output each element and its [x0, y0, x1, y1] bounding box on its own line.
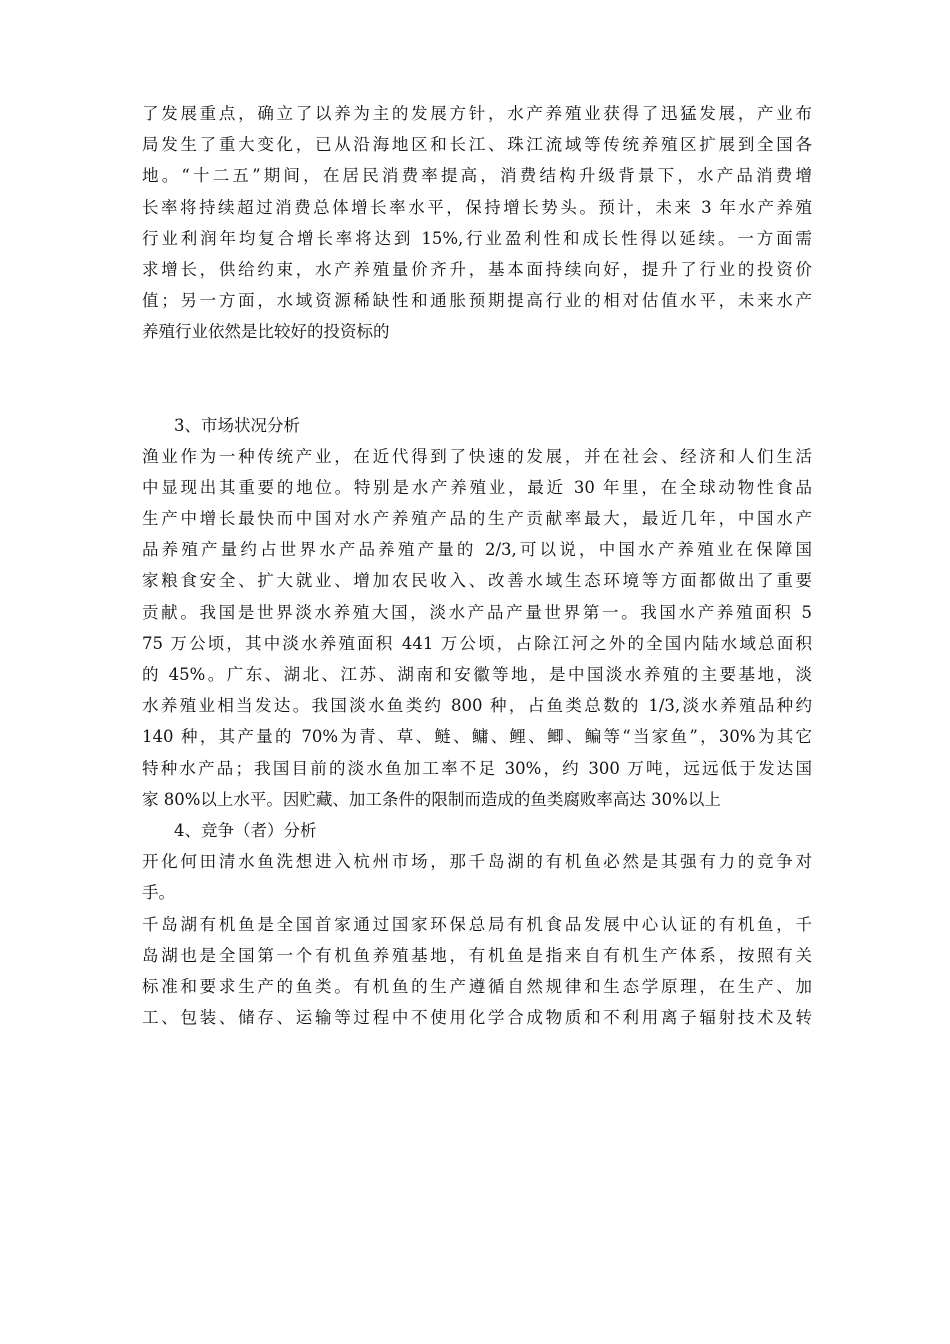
text-line: 地。“十二五”期间，在居民消费率提高，消费结构升级背景下，水产品消费增	[142, 166, 812, 186]
blank-space	[142, 348, 812, 410]
text-line: 中显现出其重要的地位。特别是水产养殖业，最近 30 年里，在全球动物性食品	[142, 477, 812, 497]
text-line: 值；另一方面，水域资源稀缺性和通胀预期提高行业的相对估值水平，未来水产	[142, 291, 812, 311]
text-line: 开化何田清水鱼洗想进入杭州市场，那千岛湖的有机鱼必然是其强有力的竞争对	[142, 852, 812, 872]
text-line: 特种水产品；我国目前的淡水鱼加工率不足 30%，约 300 万吨，远远低于发达国	[142, 758, 812, 778]
text-line: 家 80%以上水平。因贮藏、加工条件的限制而造成的鱼类腐败率高达 30%以上	[142, 789, 721, 809]
text-line: 工、包装、储存、运输等过程中不使用化学合成物质和不利用离子辐射技术及转	[142, 1008, 812, 1028]
text-line: 长率将持续超过消费总体增长率水平，保持增长势头。预计，未来 3 年水产养殖	[142, 197, 812, 217]
text-line: 75 万公顷，其中淡水养殖面积 441 万公顷，占除江河之外的全国内陆水域总面积	[142, 633, 812, 653]
text-line: 了发展重点，确立了以养为主的发展方针，水产养殖业获得了迅猛发展，产业布	[142, 104, 812, 123]
text-line: 生产中增长最快而中国对水产养殖产品的生产贡献率最大，最近几年，中国水产	[142, 509, 812, 529]
text-line: 的 45%。广东、湖北、江苏、湖南和安徽等地，是中国淡水养殖的主要基地，淡	[142, 665, 812, 684]
text-line: 养殖行业依然是比较好的投资标的	[142, 322, 390, 342]
paragraph-qiandao-lake-fish	[142, 909, 812, 1034]
paragraph-investment-outlook	[142, 98, 812, 348]
section-heading-market-analysis: 3、市场状况分析	[174, 415, 300, 435]
text-line: 渔业作为一种传统产业，在近代得到了快速的发展，并在社会、经济和人们生活	[142, 446, 812, 466]
text-line: 家粮食安全、扩大就业、增加农民收入、改善水域生态环境等方面都做出了重要	[142, 571, 812, 591]
text-line: 局发生了重大变化，已从沿海地区和长江、珠江流域等传统养殖区扩展到全国各	[142, 135, 812, 155]
text-line: 标准和要求生产的鱼类。有机鱼的生产遵循自然规律和生态学原理，在生产、加	[142, 976, 812, 996]
text-line: 贡献。我国是世界淡水养殖大国，淡水产品产量世界第一。我国水产养殖面积 5	[142, 602, 812, 622]
text-line: 手。	[142, 883, 175, 903]
text-line: 品养殖产量约占世界水产品养殖产量的 2/3,可以说，中国水产养殖业在保障国	[142, 540, 812, 560]
text-line: 千岛湖有机鱼是全国首家通过国家环保总局有机食品发展中心认证的有机鱼，千	[142, 914, 812, 934]
document-body	[142, 98, 812, 1033]
paragraph-market-analysis	[142, 441, 812, 815]
text-line: 岛湖也是全国第一个有机鱼养殖基地，有机鱼是指来自有机生产体系，按照有关	[142, 945, 812, 965]
text-line: 求增长，供给约束，水产养殖量价齐升，基本面持续向好，提升了行业的投资价	[142, 259, 812, 279]
paragraph-competitor-intro	[142, 846, 812, 908]
text-line: 行业利润年均复合增长率将达到 15%,行业盈利性和成长性得以延续。一方面需	[142, 228, 812, 248]
section-heading-competitor-analysis: 4、竞争（者）分析	[174, 820, 317, 840]
text-line: 水养殖业相当发达。我国淡水鱼类约 800 种，占鱼类总数的 1/3,淡水养殖品种约	[142, 696, 812, 716]
text-line: 140 种，其产量的 70%为青、草、鲢、鳙、鲤、鲫、鳊等“当家鱼”，30%为其它	[142, 727, 812, 747]
